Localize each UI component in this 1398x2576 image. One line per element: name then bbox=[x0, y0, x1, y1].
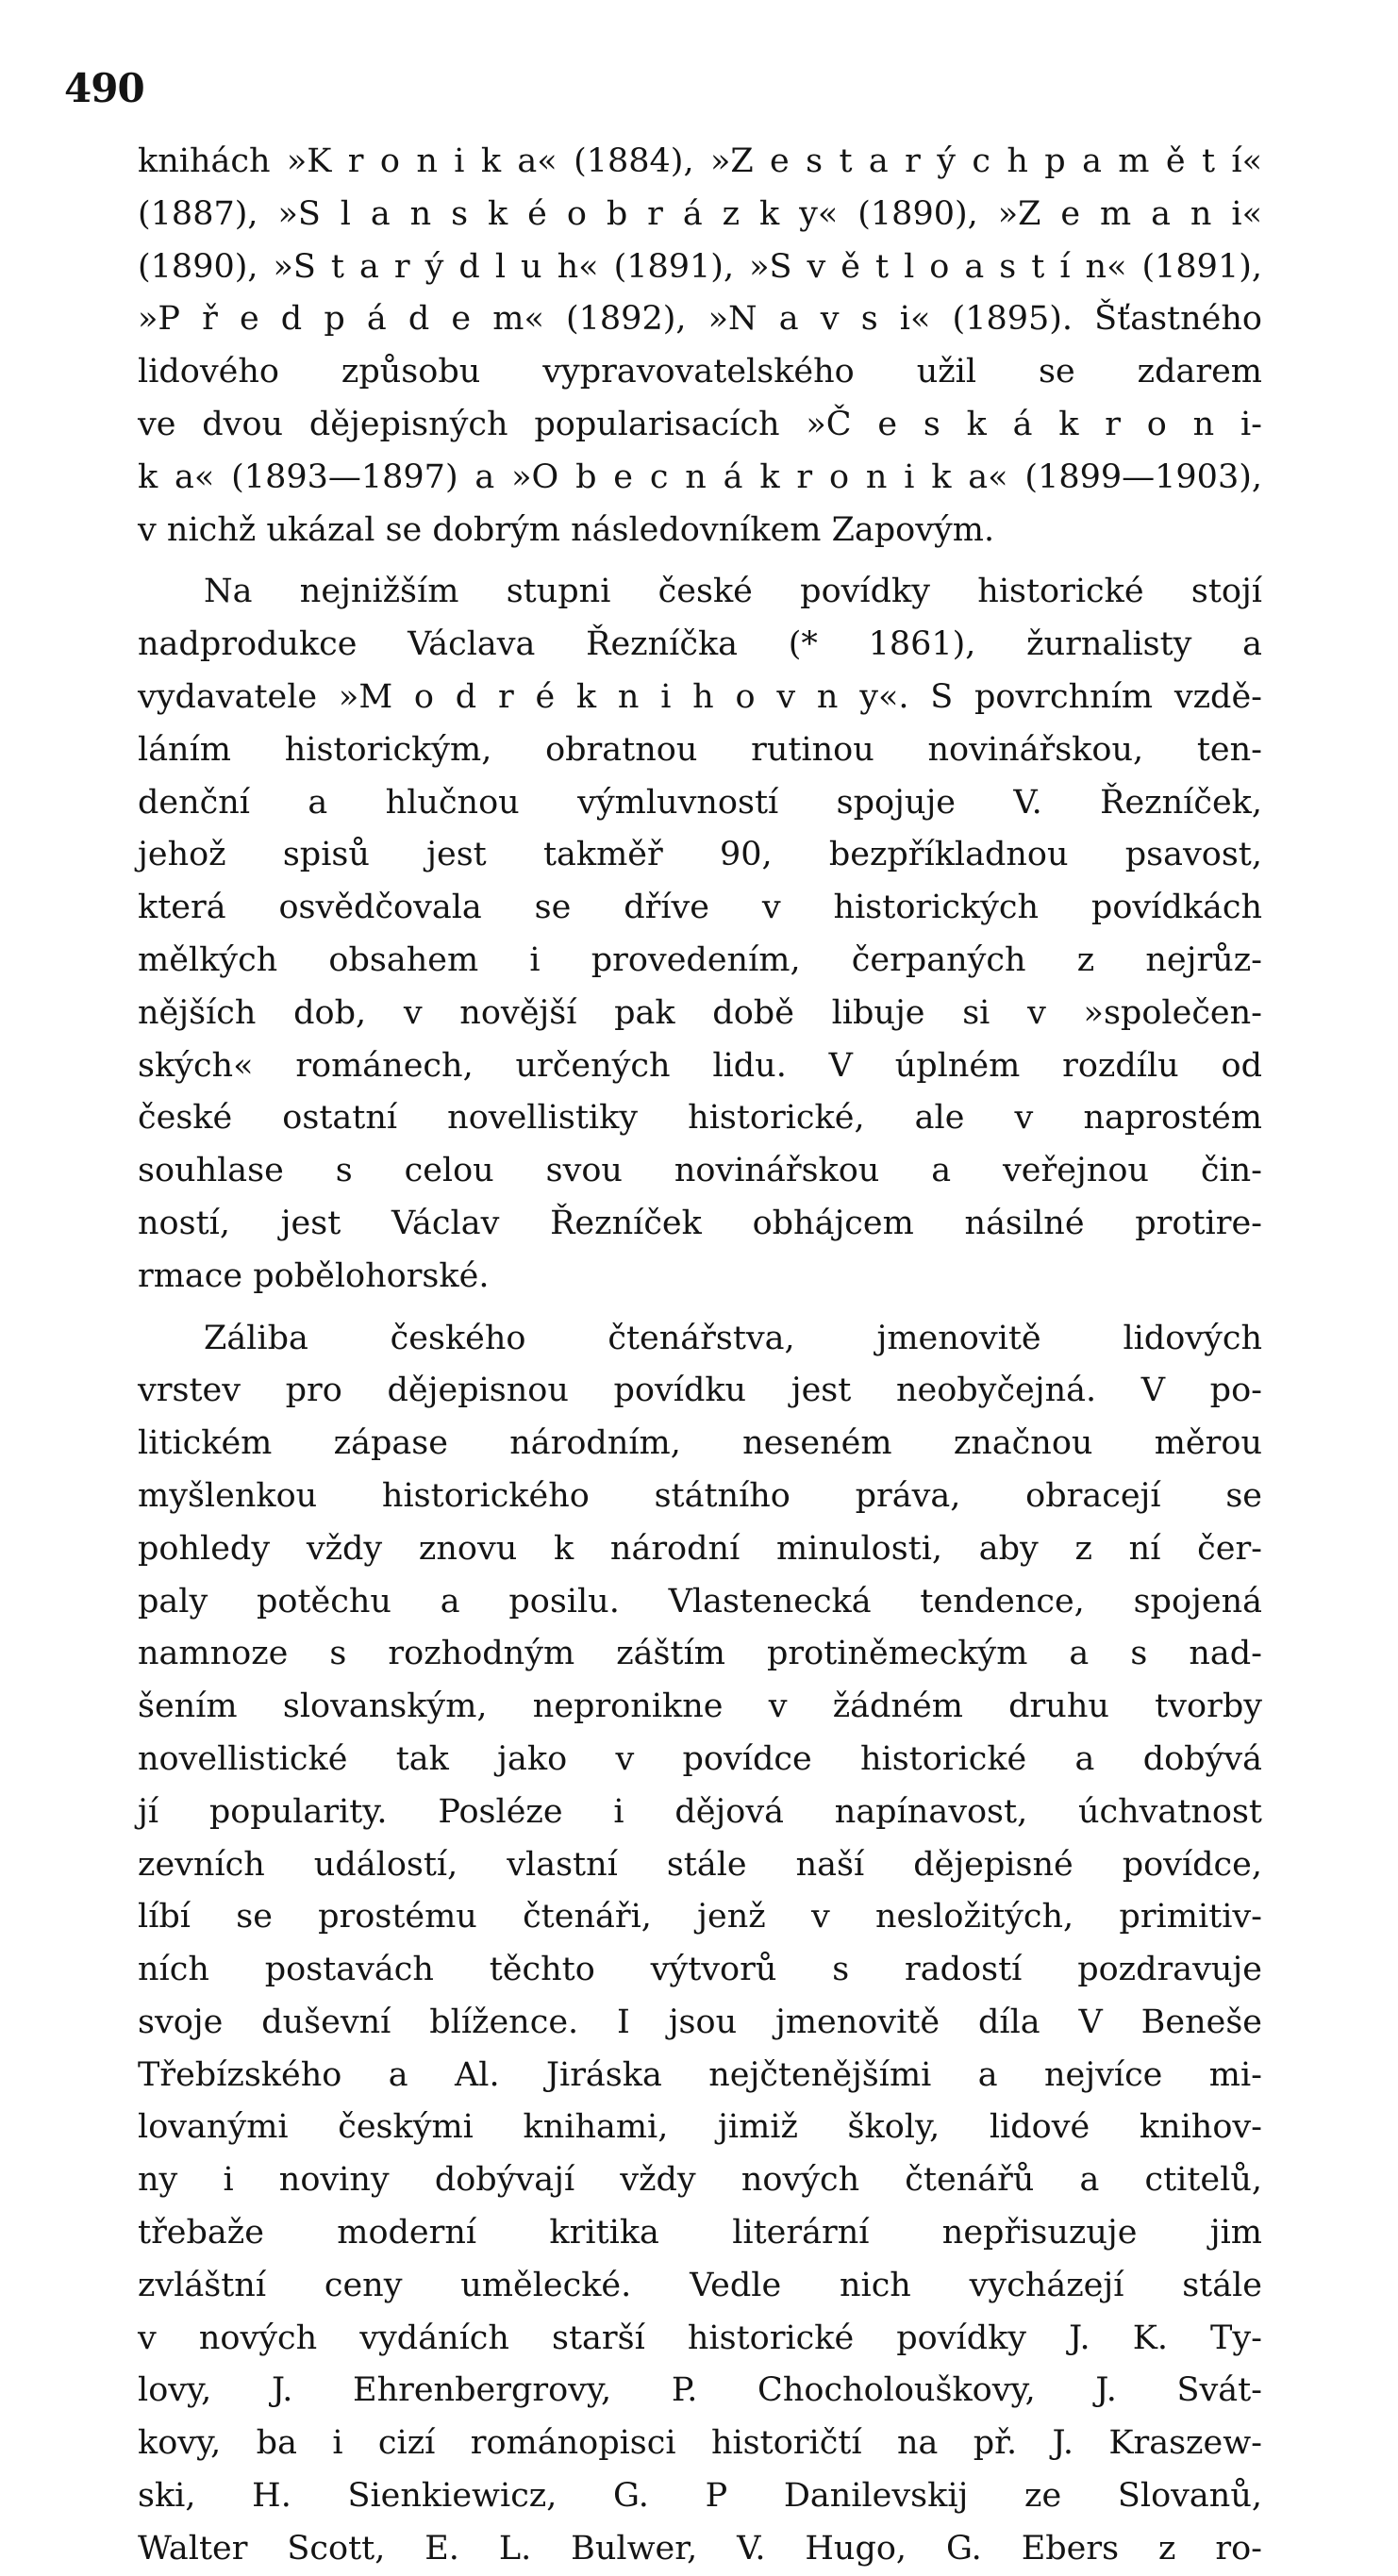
text-line: v nichž ukázal se dobrým následovníkem Zapovým. bbox=[138, 510, 995, 549]
text-line: vydavatele »M o d r é k n i h o v n y«. S povrchním vzdě- bbox=[138, 677, 1262, 716]
text-line: ve dvou dějepisných popularisacích »Č e s k á k r o n i- bbox=[138, 405, 1262, 443]
text-line: české ostatní novellistiky historické, ale v naprostém bbox=[138, 1099, 1262, 1138]
text-line: vrstev pro dějepisnou povídku jest neobyčejná. V po- bbox=[138, 1371, 1262, 1410]
text-line: která osvědčovala se dříve v historických povídkách bbox=[138, 889, 1262, 927]
text-line: líbí se prostému čtenáři, jenž v nesložitých, primitiv- bbox=[138, 1898, 1262, 1936]
text-line: lovy, J. Ehrenbergrovy, P. Chocholouškovy, J. Svát- bbox=[138, 2371, 1262, 2410]
text-line: jehož spisů jest takměř 90, bezpříkladnou psavost, bbox=[138, 836, 1262, 874]
text-line: v nových vydáních starší historické povídky J. K. Ty- bbox=[138, 2318, 1262, 2357]
text-line: jí popularity. Posléze i dějová napínavost, úchvatnost bbox=[138, 1792, 1262, 1831]
text-line: nadprodukce Václava Řezníčka (* 1861), žurnalisty a bbox=[138, 625, 1262, 664]
text-line: k a« (1893—1897) a »O b e c n á k r o n i k a« (1899—1903), bbox=[138, 457, 1262, 496]
text-line: novellistické tak jako v povídce historické a dobývá bbox=[138, 1739, 1262, 1778]
text-line: denční a hlučnou výmluvností spojuje V. Řezníček, bbox=[138, 783, 1262, 822]
text-line: »P ř e d p á d e m« (1892), »N a v s i« (1895). Šťastného bbox=[138, 300, 1262, 339]
text-line: Na nejnižším stupni české povídky historické stojí bbox=[204, 573, 1262, 611]
text-line: Walter Scott, E. L. Bulwer, V. Hugo, G. Ebers z ro- bbox=[138, 2529, 1262, 2568]
text-line: zvláštní ceny umělecké. Vedle nich vycházejí stále bbox=[138, 2266, 1262, 2304]
paragraph-2 bbox=[138, 566, 1262, 1303]
text-line: pohledy vždy znovu k národní minulosti, aby z ní čer- bbox=[138, 1529, 1262, 1568]
text-line: souhlase s celou svou novinářskou a veřejnou čin- bbox=[138, 1152, 1262, 1190]
text-line: láním historickým, obratnou rutinou novinářskou, ten- bbox=[138, 730, 1262, 769]
text-line: paly potěchu a posilu. Vlastenecká tendence, spojená bbox=[138, 1582, 1262, 1620]
paragraph-3 bbox=[138, 1313, 1262, 2576]
text-line: lovanými českými knihami, jimiž školy, lidové knihov- bbox=[138, 2108, 1262, 2147]
body-text bbox=[138, 136, 1262, 2576]
text-line: kovy, ba i cizí románopisci historičtí na př. J. Kraszew- bbox=[138, 2424, 1262, 2463]
text-line: mělkých obsahem i provedením, čerpaných z nejrůz- bbox=[138, 940, 1262, 979]
text-line: (1887), »S l a n s k é o b r á z k y« (1890), »Z e m a n i« bbox=[138, 194, 1262, 233]
page-number: 490 bbox=[64, 65, 144, 111]
text-line: knihách »K r o n i k a« (1884), »Z e s t a r ý c h p a m ě t í« bbox=[138, 142, 1262, 180]
text-line: Záliba českého čtenářstva, jmenovitě lidových bbox=[204, 1319, 1262, 1357]
text-line: ski, H. Sienkiewicz, G. P Danilevskij ze Slovanů, bbox=[138, 2477, 1262, 2516]
text-line: Třebízského a Al. Jiráska nejčtenějšími a nejvíce mi- bbox=[138, 2055, 1262, 2094]
text-line: zevních událostí, vlastní stále naší dějepisné povídce, bbox=[138, 1845, 1262, 1884]
text-line: rmace pobělohorské. bbox=[138, 1256, 490, 1295]
text-line: šením slovanským, nepronikne v žádném druhu tvorby bbox=[138, 1687, 1262, 1726]
text-line: třebaže moderní kritika literární nepřisuzuje jim bbox=[138, 2214, 1262, 2252]
text-line: lidového způsobu vypravovatelského užil se zdarem bbox=[138, 353, 1262, 391]
text-line: nějších dob, v novější pak době libuje si v »společen- bbox=[138, 993, 1262, 1032]
paragraph-1 bbox=[138, 136, 1262, 557]
text-line: litickém zápase národním, neseném značnou měrou bbox=[138, 1424, 1262, 1463]
text-line: ny i noviny dobývají vždy nových čtenářů a ctitelů, bbox=[138, 2161, 1262, 2200]
text-line: ních postavách těchto výtvorů s radostí pozdravuje bbox=[138, 1951, 1262, 1989]
text-line: myšlenkou historického státního práva, obracejí se bbox=[138, 1476, 1262, 1515]
text-line: svoje duševní blížence. I jsou jmenovitě díla V Beneše bbox=[138, 2003, 1262, 2041]
text-line: ností, jest Václav Řezníček obhájcem násilné protire- bbox=[138, 1204, 1262, 1242]
text-line: namnoze s rozhodným záštím protiněmeckým a s nad- bbox=[138, 1635, 1262, 1673]
text-line: ských« románech, určených lidu. V úplném rozdílu od bbox=[138, 1046, 1262, 1085]
text-line: (1890), »S t a r ý d l u h« (1891), »S v ě t l o a s t í n« (1891), bbox=[138, 247, 1262, 286]
